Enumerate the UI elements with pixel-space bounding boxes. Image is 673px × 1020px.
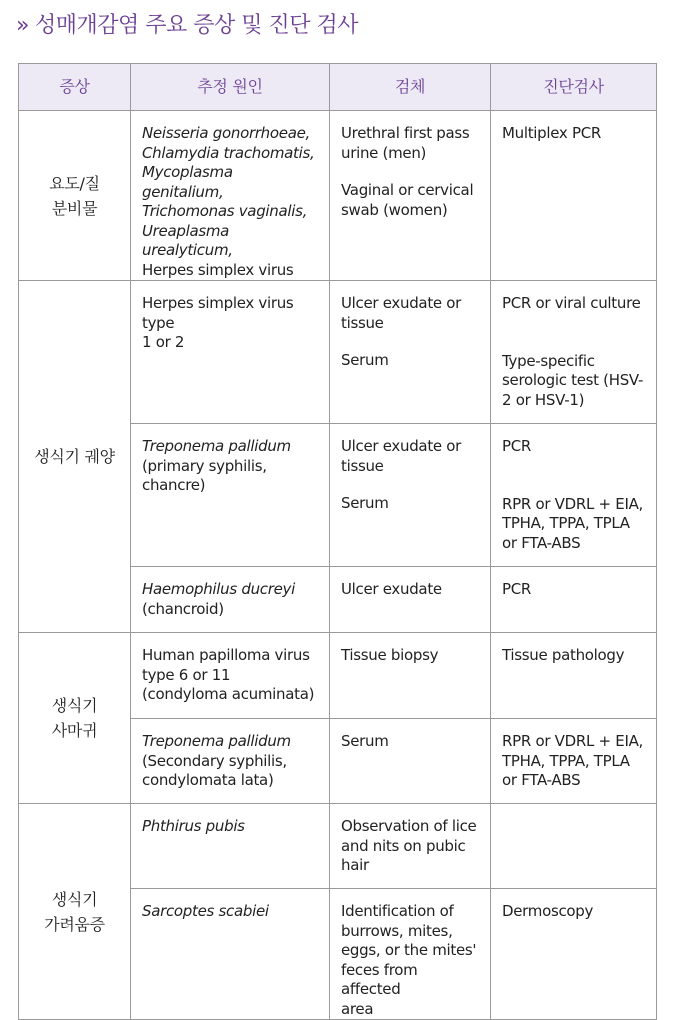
test-text: PCR <box>502 437 532 455</box>
specimen-cell <box>330 281 491 424</box>
test-text: Dermoscopy <box>502 902 594 920</box>
symptom-cell: 생식기 궤양 <box>19 281 131 633</box>
test-cell <box>491 424 657 567</box>
cause-text: (Secondary syphilis, condylomata lata) <box>142 751 287 789</box>
specimen-cell <box>330 633 491 719</box>
cause-text: Herpes simplex virus <box>142 260 294 279</box>
cause-cell <box>131 889 330 1020</box>
test-cell <box>491 719 657 804</box>
test-cell <box>491 567 657 633</box>
diagnosis-table <box>18 63 657 1020</box>
header-symptom: 증상 <box>19 64 131 111</box>
test-text: Multiplex PCR <box>502 124 602 142</box>
table-row <box>19 281 657 424</box>
cause-text: (primary syphilis, chancre) <box>142 456 267 494</box>
cause-cell <box>131 281 330 424</box>
title-text: 성매개감염 주요 증상 및 진단 검사 <box>34 13 358 38</box>
cause-text: Herpes simplex virus type 1 or 2 <box>142 294 294 351</box>
cause-text: Human papilloma virus type 6 or 11 (condyloma acuminata) <box>142 646 315 703</box>
specimen-cell <box>330 111 491 281</box>
test-text: RPR or VDRL + EIA, TPHA, TPPA, TPLA or FTA-ABS <box>502 494 643 552</box>
table-row <box>19 633 657 719</box>
cause-italic: Phthirus pubis <box>142 817 245 835</box>
page-title <box>16 8 358 39</box>
symptom-cell: 생식기 가려움증 <box>19 804 131 1020</box>
title-marker: » <box>16 13 29 38</box>
cause-italic: Neisseria gonorrhoeae, Chlamydia trachomatis, Mycoplasma genitalium, Trichomonas vaginalis, Ureaplasma urealyticum, <box>142 124 315 259</box>
cause-cell <box>131 567 330 633</box>
test-cell <box>491 804 657 889</box>
header-test: 진단검사 <box>491 64 657 111</box>
cause-italic: Haemophilus ducreyi <box>142 580 295 598</box>
cause-cell <box>131 804 330 889</box>
test-cell <box>491 633 657 719</box>
specimen-cell <box>330 567 491 633</box>
specimen-text: Ulcer exudate <box>341 580 442 598</box>
symptom-cell: 생식기 사마귀 <box>19 633 131 804</box>
cause-italic: Sarcoptes scabiei <box>142 902 269 920</box>
specimen-cell <box>330 804 491 889</box>
specimen-text: Ulcer exudate or tissue <box>341 294 462 332</box>
cause-text: (chancroid) <box>142 599 224 618</box>
cause-cell <box>131 719 330 804</box>
test-cell <box>491 889 657 1020</box>
specimen-text: Identification of burrows, mites, eggs, or the mites' feces from affected area <box>341 902 477 1018</box>
specimen-cell <box>330 889 491 1020</box>
cause-cell <box>131 424 330 567</box>
specimen-text: Tissue biopsy <box>341 646 439 664</box>
specimen-text: Observation of lice and nits on pubic hair <box>341 817 477 874</box>
test-cell <box>491 111 657 281</box>
header-specimen: 검체 <box>330 64 491 111</box>
symptom-cell: 요도/질 분비물 <box>19 111 131 281</box>
test-text: PCR or viral culture <box>502 294 641 312</box>
specimen-text: Vaginal or cervical swab (women) <box>341 181 474 219</box>
cause-italic: Treponema pallidum <box>142 732 291 750</box>
specimen-text: Serum <box>341 732 389 750</box>
test-text: Tissue pathology <box>502 646 625 664</box>
test-text: PCR <box>502 580 532 598</box>
test-text: Type-specific serologic test (HSV- 2 or HSV-1) <box>502 351 644 409</box>
table-row <box>19 111 657 281</box>
header-row <box>19 64 657 111</box>
cause-italic: Treponema pallidum <box>142 437 291 455</box>
header-cause: 추정 원인 <box>131 64 330 111</box>
specimen-cell <box>330 719 491 804</box>
cause-cell <box>131 633 330 719</box>
specimen-cell <box>330 424 491 567</box>
test-text: RPR or VDRL + EIA, TPHA, TPPA, TPLA or FTA-ABS <box>502 732 643 789</box>
specimen-text: Serum <box>341 494 389 512</box>
table-row <box>19 804 657 889</box>
specimen-text: Serum <box>341 351 389 369</box>
cause-cell <box>131 111 330 281</box>
specimen-text: Urethral first pass urine (men) <box>341 124 470 162</box>
specimen-text: Ulcer exudate or tissue <box>341 437 462 475</box>
test-cell <box>491 281 657 424</box>
